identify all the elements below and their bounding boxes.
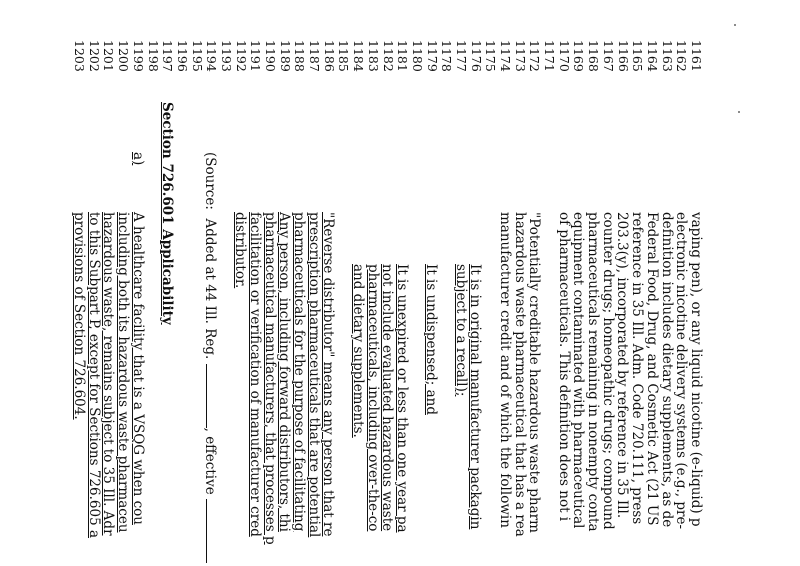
doc-line-1189: Any person, including forward distributors, thi [276,212,293,532]
doc-line-1202: provisions of Section 726.604. [70,212,87,420]
line-number: 1162 [674,40,690,72]
doc-line-1165: reference in 35 Ill. Adm. Code 720.111, press [629,212,646,525]
line-number: 1191 [248,40,264,72]
doc-line-1182: not include evaluated hazardous waste [379,264,396,532]
doc-line-1170: of pharmaceuticals. This definition does not i [555,212,572,522]
line-number: 1165 [630,40,646,72]
doc-line-1169: equipment contaminated with pharmaceutical [570,212,587,529]
doc-line-1192: distributor. [232,212,249,289]
doc-line-1163: definition includes dietary supplements, as de [658,212,675,528]
line-number: 1167 [600,40,616,72]
line-number: 1198 [145,40,161,72]
line-number: 1186 [321,40,337,72]
line-number: 1193 [219,40,234,72]
line-number: 1185 [336,40,352,72]
source-added: Added at 44 Ill. Reg. [201,218,218,360]
doc-line-1187: prescription pharmaceuticals that are potential [305,212,322,538]
line-number: 1184 [351,40,367,72]
doc-line-1161: vaping pen), or any liquid nicotine (e-liquid) p [688,212,704,527]
doc-line-1200: hazardous waste, remains subject to 35 Ill. Adr [100,212,117,536]
doc-line-1198: A healthcare facility that is a VSQG when cou [129,212,146,525]
register-page-blank [206,364,218,428]
line-number: 1161 [689,40,704,72]
line-number: 1194 [204,40,220,72]
line-number: 1192 [233,40,249,72]
line-number: 1200 [116,40,132,72]
line-number: 1177 [454,40,469,72]
line-number: 1175 [483,40,499,72]
doc-line-1164: Federal Food, Drug, and Cosmetic Act (21 US [643,212,660,526]
line-number: 1170 [556,40,572,72]
doc-line-1172: "Potentially creditable hazardous waste pharm [526,212,543,533]
line-number-column [71,40,703,82]
line-number: 1203 [72,40,88,72]
line-number: 1163 [659,40,675,72]
doc-line-1183: pharmaceuticals, including over-the-co [364,264,381,532]
doc-line-1179: It is undispensed; and [423,264,440,415]
doc-line-1166: 203.3(y), incorporated by reference in 35 Ill. [614,212,631,519]
line-number: 1201 [101,40,117,72]
effective-date-blank [206,499,218,563]
line-number: 1195 [189,40,205,72]
line-number: 1169 [571,40,587,72]
line-number: 1164 [644,40,660,72]
doc-line-1191: facilitation or verification of manufacturer cred [247,212,263,537]
doc-line-1188: pharmaceuticals for the purpose of facilitating [291,212,308,532]
section-heading: Section 726.601 Applicability [159,102,176,325]
doc-line-1167: counter drugs; homeopathic drugs; compound [599,212,616,530]
line-number: 1202 [86,40,102,72]
doc-line-1201: to this Subpart P, except for Sections 726.605 a [85,212,102,539]
doc-line-1177: subject to a recall); [452,264,469,397]
line-number: 1189 [277,40,293,72]
line-number: 1187 [307,40,323,72]
doc-line-1199: including both its hazardous waste pharmaceu [115,212,131,533]
doc-line-1162: electronic nicotine delivery systems (e.g., pre- [673,212,690,530]
doc-line-1168: pharmaceuticals remaining in nonempty conta [585,212,602,532]
line-number: 1172 [527,40,543,72]
line-number: 1174 [498,40,514,72]
line-number: 1183 [365,40,381,72]
line-number: 1196 [174,40,190,72]
doc-line-1190: pharmaceutical manufacturers, that processes p [261,212,278,545]
doc-line-1184: and dietary supplements. [349,264,366,438]
source-note [202,152,218,563]
line-number: 1179 [424,40,440,72]
doc-line-1186: "Reverse distributor" means any person that re [320,212,337,537]
line-number: 1199 [130,40,146,72]
line-number: 1166 [615,40,631,72]
line-number: 1180 [409,40,425,72]
doc-line-1174: manufacturer credit and of which the followin [496,212,513,528]
line-number: 1197 [160,40,176,72]
line-number: 1176 [468,40,484,72]
source-effective: , effective [201,427,218,495]
doc-line-1181: It is unexpired or less than one year pa [394,264,410,533]
line-number: 1173 [512,40,528,72]
line-number: 1178 [439,40,455,72]
source-label: (Source: [201,152,218,210]
line-number: 1190 [263,40,279,72]
line-number: 1171 [542,40,558,72]
item-label-a: a) [129,152,146,166]
line-number: 1181 [395,40,411,72]
doc-line-1173: hazardous waste pharmaceutical that has a rea [511,212,528,537]
line-number: 1188 [292,40,308,72]
line-number: 1182 [380,40,396,72]
doc-line-1176: It is in original manufacturer packagin [467,264,484,530]
line-number: 1168 [586,40,602,72]
